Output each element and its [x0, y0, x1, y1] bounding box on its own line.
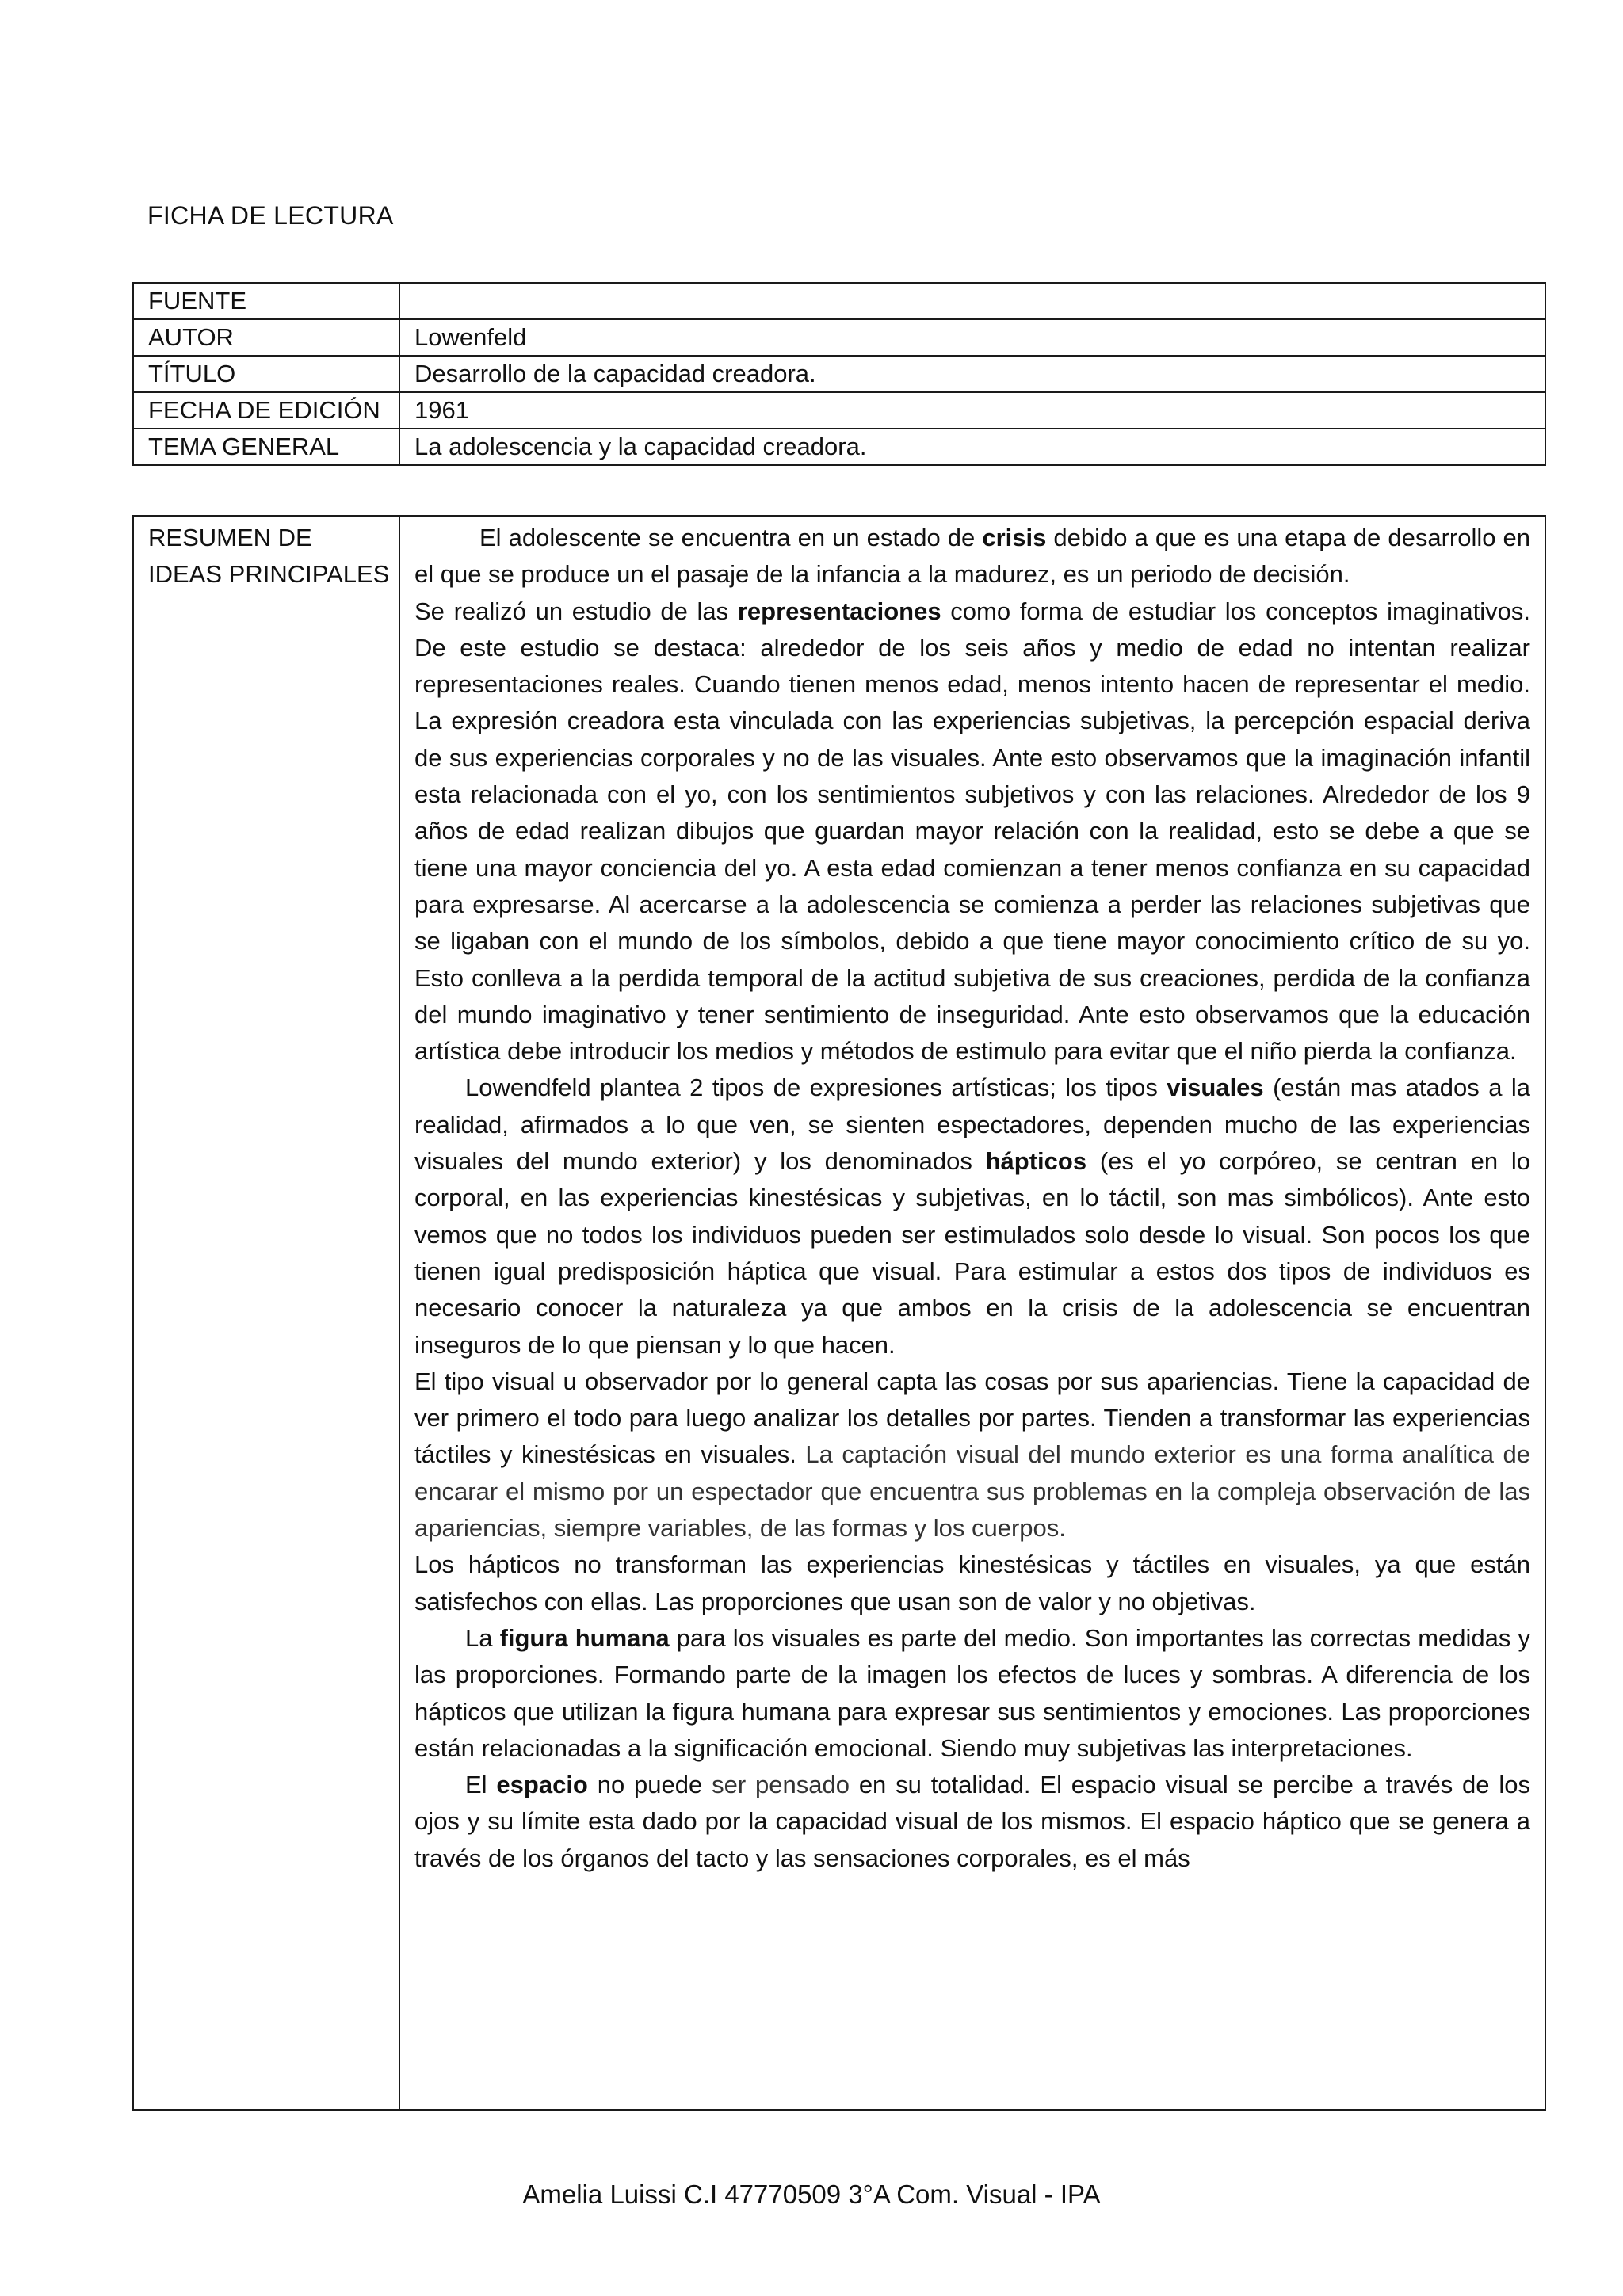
paragraph-hapticos: Los hápticos no transforman las experiencias kinestésicas y táctiles en visuales, ya que están satisfechos con ellas. Las proporciones que usan son de valor y no objetivas. [414, 1550, 1530, 1615]
text-run: La [465, 1623, 500, 1652]
text-run: El tipo visual u observador por lo general capta las cosas por sus apariencias. Tiene la capacidad de ver primero el todo para luego analizar los detalles por partes. Tienden a transformar las experiencias táctiles y kinestésicas en visuales. [414, 1367, 1530, 1469]
text-run: debido a que es una etapa de desarrollo en el que se produce un el pasaje de la infancia a la madurez, es un periodo de decisión. [414, 524, 1531, 589]
table-row [133, 516, 1545, 2110]
table-row [133, 392, 1545, 429]
tema-general-label: TEMA GENERAL [133, 429, 399, 465]
table-row [133, 356, 1545, 392]
summary-label-line-2: IDEAS PRINCIPALES [148, 560, 390, 589]
fuente-value [399, 283, 1545, 319]
text-run: en su totalidad. El espacio visual se percibe a través de los ojos y su límite esta dado por la capacidad visual de los mismos. El espacio háptico que se genera a través de los órganos del tacto y las sensaciones corporales, es el más [414, 1771, 1531, 1872]
text-run: El [465, 1771, 497, 1799]
text-run: no puede [587, 1771, 712, 1799]
titulo-value: Desarrollo de la capacidad creadora. [399, 356, 1545, 392]
bold-term-espacio: espacio [496, 1771, 588, 1799]
text-run: como forma de estudiar los conceptos imaginativos. De este estudio se destaca: alrededor de los seis años y medio de edad no intentan realizar representaciones reales. Cuando tienen menos edad, menos intento hacen de representar el medio. La expresión creadora esta vinculada con las experiencias subjetivas, la percepción espacial deriva de sus experiencias corporales y no de las visuales. Ante esto observamos que la imaginación infantil esta relacionada con el yo, con los sentimientos subjetivos y con las relaciones. Alrededor de los 9 años de edad realizan dibujos que guardan mayor relación con la realidad, esto se debe a que se tiene una mayor conciencia del yo. A esta edad comienzan a tener menos confianza en su capacidad para expresarse. Al acercarse a la adolescencia se comienza a perder las relaciones subjetivas que se ligaban con el mundo de los símbolos, debido a que tiene mayor conocimiento crítico de su yo. Esto conlleva a la perdida temporal de la actitud subjetiva de sus creaciones, perdida de la confianza del mundo imaginativo y tener sentimiento de inseguridad. Ante esto observamos que la educación artística debe introducir los medios y métodos de estimulo para evitar que el niño pierda la confianza. [414, 597, 1531, 1066]
fecha-edicion-value: 1961 [399, 392, 1545, 429]
paragraph-tipo-visual [414, 1363, 1530, 1547]
summary-label [133, 516, 399, 2110]
text-run-quoted: ser pensado [712, 1771, 850, 1799]
paragraph-espacio [414, 1767, 1530, 1877]
summary-body [399, 516, 1545, 2110]
summary-label-line-1: RESUMEN DE [148, 524, 312, 551]
table-row [133, 319, 1545, 356]
fecha-edicion-label: FECHA DE EDICIÓN [133, 392, 399, 429]
table-row [133, 429, 1545, 465]
titulo-label: TÍTULO [133, 356, 399, 392]
bold-term-figura-humana: figura humana [499, 1623, 670, 1652]
paragraph-representaciones [414, 593, 1530, 1070]
bold-term-representaciones: representaciones [737, 597, 941, 625]
text-run: (es el yo corpóreo, se centran en lo corporal, en las experiencias kinestésicas y subjetivas, en lo táctil, son mas simbólicos). Ante esto vemos que no todos los individuos pueden ser estimulados solo desde lo visual. Son pocos los que tienen igual predisposición háptica que visual. Para estimular a estos dos tipos de individuos es necesario conocer la naturaleza ya que ambos en la crisis de la adolescencia se encuentran inseguros de lo que piensan y lo que hacen. [414, 1147, 1530, 1359]
metadata-table [132, 282, 1546, 466]
fuente-label: FUENTE [133, 283, 399, 319]
page-title: FICHA DE LECTURA [147, 201, 394, 230]
text-run-quoted: La captación visual del mundo exterior es una forma analítica de encarar el mismo por un espectador que encuentra sus problemas en la compleja observación de las apariencias, siempre variables, de las formas y los cuerpos. [414, 1440, 1530, 1543]
bold-term-crisis: crisis [982, 524, 1047, 551]
text-run: (están mas atados a la realidad, afirmados a lo que ven, se sienten espectadores, dependen mucho de las experiencias visuales del mundo exterior) y los denominados [414, 1074, 1531, 1176]
summary-table [132, 515, 1546, 2111]
text-run: El adolescente se encuentra en un estado de [479, 524, 983, 551]
paragraph-crisis [414, 520, 1530, 593]
page-footer: Amelia Luissi C.I 47770509 3°A Com. Visual - IPA [522, 2180, 1101, 2209]
paragraph-figura-humana [414, 1620, 1530, 1767]
paragraph-tipos [414, 1070, 1530, 1363]
table-row [133, 283, 1545, 319]
autor-value: Lowenfeld [399, 319, 1545, 356]
bold-term-hapticos: hápticos [985, 1147, 1087, 1176]
tema-general-value: La adolescencia y la capacidad creadora. [399, 429, 1545, 465]
autor-label: AUTOR [133, 319, 399, 356]
text-run: Lowendfeld plantea 2 tipos de expresiones artísticas; los tipos [465, 1074, 1167, 1102]
text-run: Se realizó un estudio de las [414, 597, 738, 625]
text-run: para los visuales es parte del medio. Son importantes las correctas medidas y las proporciones. Formando parte de la imagen los efectos de luces y sombras. A diferencia de los hápticos que utilizan la figura humana para expresar sus sentimientos y emociones. Las proporciones están relacionadas a la significación emocional. Siendo muy subjetivas las interpretaciones. [414, 1623, 1530, 1762]
bold-term-visuales: visuales [1167, 1074, 1264, 1102]
